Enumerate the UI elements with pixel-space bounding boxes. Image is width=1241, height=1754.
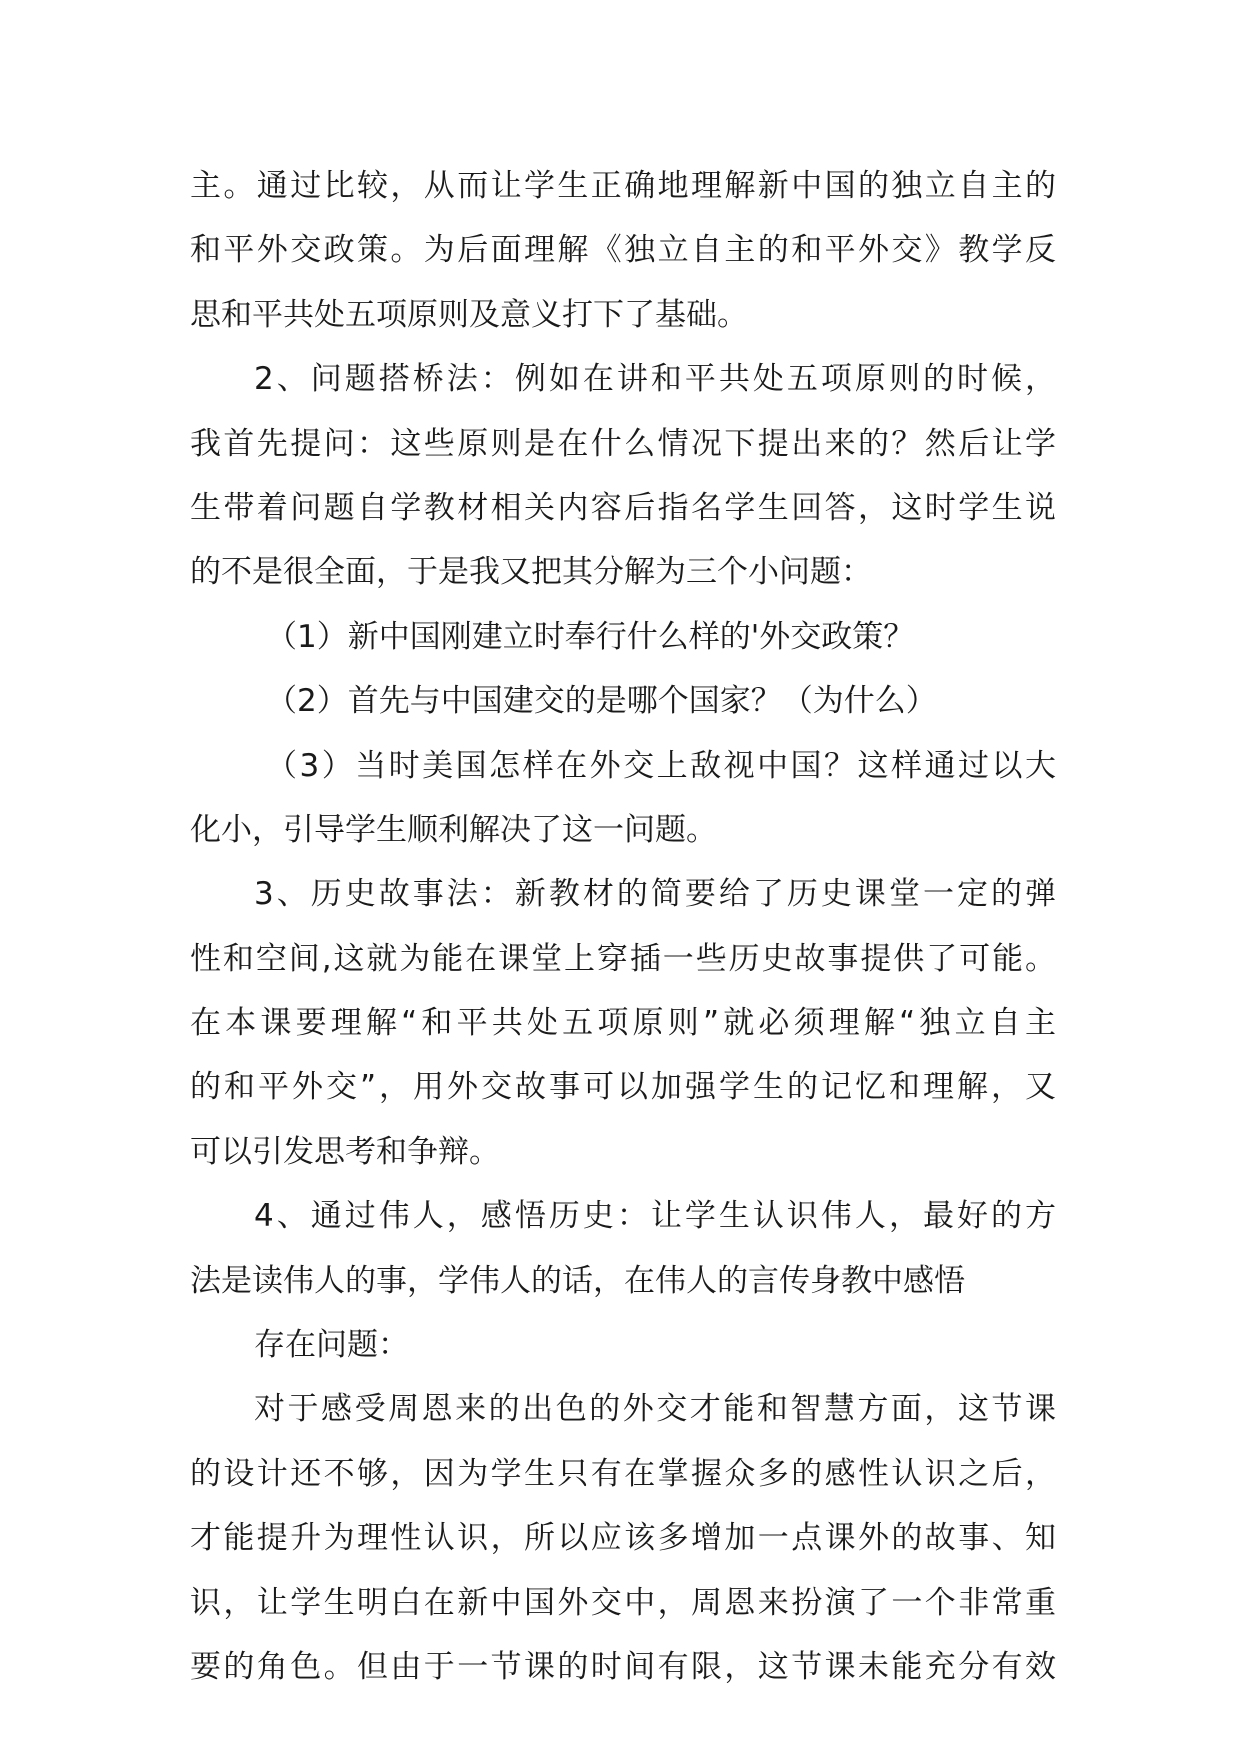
text-line: 主。通过比较，从而让学生正确地理解新中国的独立自主的 [190,168,1056,204]
text-line: 性和空间,这就为能在课堂上穿插一些历史故事提供了可能。 [190,940,1056,977]
text-line: 4、通过伟人，感悟历史：让学生认识伟人，最好的方 [254,1198,1056,1235]
text-line: 我首先提问：这些原则是在什么情况下提出来的？然后让学 [190,425,1056,462]
text-line: 的设计还不够，因为学生只有在掌握众多的感性认识之后， [190,1455,1056,1492]
text-line: 在本课要理解“和平共处五项原则”就必须理解“独立自主 [190,1005,1056,1042]
text-line: 法是读伟人的事，学伟人的话，在伟人的言传身教中感悟 [190,1262,965,1299]
text-line: 对于感受周恩来的出色的外交才能和智慧方面，这节课 [254,1391,1056,1428]
text-line: 2、问题搭桥法：例如在讲和平共处五项原则的时候， [254,361,1056,398]
text-line: 的和平外交”，用外交故事可以加强学生的记忆和理解，又 [190,1069,1056,1106]
text-line: 的不是很全面，于是我又把其分解为三个小问题： [190,554,872,591]
body-text [190,154,1056,1699]
text-line: 化小，引导学生顺利解决了这一问题。 [190,811,717,848]
text-line: （2）首先与中国建交的是哪个国家？（为什么） [266,683,937,720]
text-line: 可以引发思考和争辩。 [190,1133,500,1170]
text-line: （3）当时美国怎样在外交上敌视中国？这样通过以大 [266,747,1056,784]
text-line: 要的角色。但由于一节课的时间有限，这节课未能充分有效 [190,1648,1056,1685]
text-line: 3、历史故事法：新教材的简要给了历史课堂一定的弹 [254,876,1056,913]
text-line: 存在问题： [254,1327,409,1364]
text-line: 才能提升为理性认识，所以应该多增加一点课外的故事、知 [190,1520,1056,1557]
text-line: （1）新中国刚建立时奉行什么样的'外交政策？ [266,618,915,655]
text-line: 识，让学生明白在新中国外交中，周恩来扮演了一个非常重 [190,1584,1056,1621]
text-line: 生带着问题自学教材相关内容后指名学生回答，这时学生说 [190,489,1056,526]
text-line: 和平外交政策。为后面理解《独立自主的和平外交》教学反 [190,232,1056,269]
text-line: 思和平共处五项原则及意义打下了基础。 [190,296,748,333]
